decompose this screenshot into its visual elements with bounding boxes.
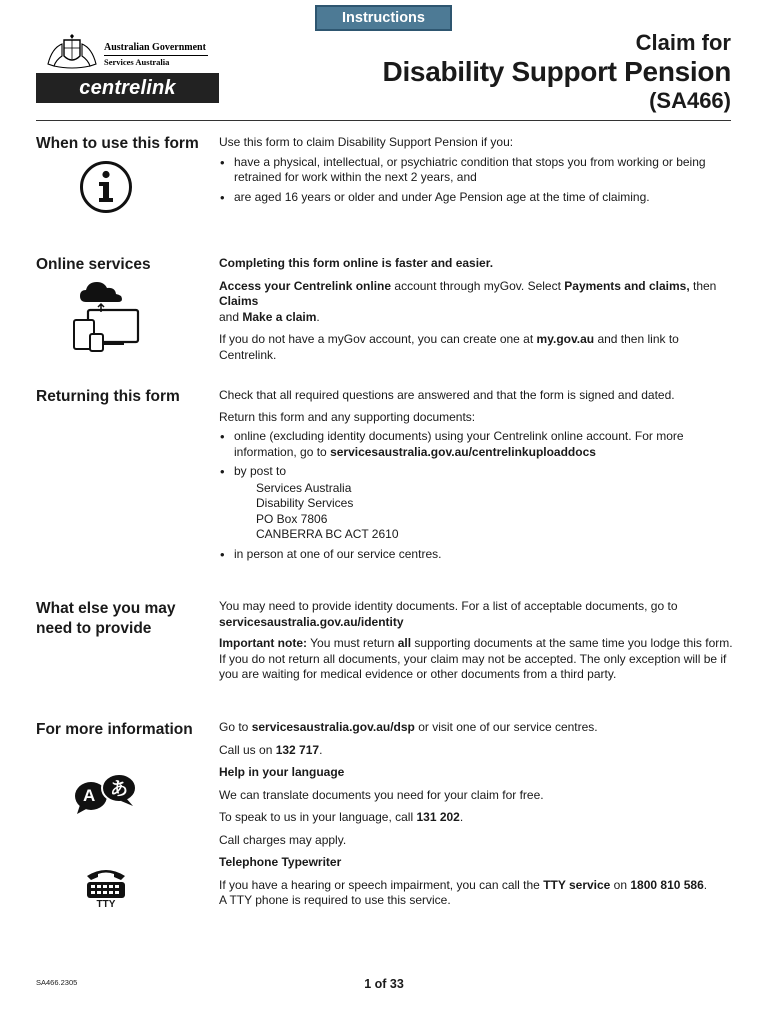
section-body-returning [219, 388, 734, 562]
when-bullet-2: • are aged 16 years or older and under Age Pension age at the time of claiming. [219, 190, 734, 206]
section-heading-when: When to use this form [36, 135, 199, 152]
when-bullet-1: • have a physical, intellectual, or psychiatric condition that stops you from working or being retrained for work within the next 2 years, and [219, 155, 734, 186]
mygov-link[interactable]: my.gov.au [536, 332, 595, 346]
address-line-3: PO Box 7806 [256, 511, 328, 526]
language-call-note: To speak to us in your language, call 131 202. [219, 810, 464, 824]
tty-heading: Telephone Typewriter [219, 855, 342, 869]
section-heading-returning: Returning this form [36, 388, 180, 405]
page-title: Disability Support Pension [382, 56, 731, 87]
agency-name: Services Australia [104, 57, 170, 67]
online-mygov-note: If you do not have a myGov account, you can create one at my.gov.au and then link to Centrelink. [219, 332, 679, 362]
identity-link[interactable]: servicesaustralia.gov.au/identity [219, 614, 404, 629]
header-divider [36, 120, 731, 121]
section-body-more [219, 720, 734, 909]
section-body-else [219, 599, 734, 683]
important-note: Important note: You must return all supporting documents at the same time you lodge this form. If you do not return all documents, your claim may not be accepted. The only exception will be if you are waiting for medical evidence or other documents from a third party. [219, 636, 733, 681]
online-devices-icon [70, 278, 142, 352]
section-body-when [219, 135, 734, 205]
address-line-1: Services Australia [256, 480, 352, 495]
returning-check: Check that all required questions are answered and that the form is signed and dated. [219, 388, 675, 402]
language-help-icon [74, 772, 138, 816]
lang-japanese-glyph: あ [110, 779, 128, 800]
instructions-tab[interactable]: Instructions [315, 5, 452, 31]
form-code: (SA466) [649, 88, 731, 113]
section-heading-online: Online services [36, 256, 151, 273]
call-charges-note: Call charges may apply. [219, 832, 347, 847]
address-line-2: Disability Services [256, 496, 354, 510]
upload-docs-link[interactable]: servicesaustralia.gov.au/centrelinkuploaddocs [330, 444, 596, 459]
centrelink-logo: centrelink [36, 73, 219, 103]
government-name: Australian Government [104, 42, 206, 53]
title-line-1: Claim for [635, 30, 731, 55]
tty-note: If you have a hearing or speech impairment, you can call the TTY service on 1800 810 586. A TTY phone is required to use this service. [219, 877, 708, 907]
lang-latin-glyph: A [83, 786, 96, 805]
dsp-web-note: Go to servicesaustralia.gov.au/dsp or visit one of our service centres. [219, 720, 598, 734]
dsp-link[interactable]: servicesaustralia.gov.au/dsp [251, 720, 415, 734]
form-version-code: SA466.2305 [36, 978, 78, 987]
help-language-heading: Help in your language [219, 765, 345, 779]
phone-tty[interactable]: 1800 810 586 [630, 877, 704, 892]
online-instructions: Access your Centrelink online account through myGov. Select Payments and claims, then Claims and Make a claim. [219, 278, 717, 324]
call-us-note: Call us on 132 717. [219, 742, 323, 757]
section-heading-else: What else you may need to provide [36, 600, 176, 637]
returning-bullet-in-person: • in person at one of our service centres. [219, 547, 734, 563]
page-number: 1 of 33 [364, 977, 404, 991]
coat-of-arms-icon [44, 34, 100, 70]
identity-docs-note: You may need to provide identity documents. For a list of acceptable documents, go to servicesaustralia.gov.au/identity [219, 599, 678, 629]
returning-bullet-post: • by post to [219, 464, 734, 480]
when-intro: Use this form to claim Disability Support Pension if you: [219, 135, 514, 149]
online-lead: Completing this form online is faster and easier. [219, 256, 494, 270]
returning-intro: Return this form and any supporting documents: [219, 409, 476, 424]
section-heading-more: For more information [36, 721, 193, 738]
phone-131202[interactable]: 131 202 [416, 810, 460, 824]
phone-132717[interactable]: 132 717 [275, 742, 320, 757]
postal-address [219, 481, 734, 543]
address-line-4: CANBERRA BC ACT 2610 [256, 527, 399, 541]
translate-note: We can translate documents you need for your claim for free. [219, 787, 544, 802]
tty-label: TTY [96, 899, 116, 910]
info-icon [79, 160, 133, 214]
returning-bullet-online: • online (excluding identity documents) using your Centrelink online account. For more information, go to servicesaustralia.gov.au/centrelinkuploaddocs [219, 429, 734, 460]
logo-divider [104, 55, 208, 56]
section-body-online [219, 256, 734, 363]
tty-icon [83, 866, 129, 912]
